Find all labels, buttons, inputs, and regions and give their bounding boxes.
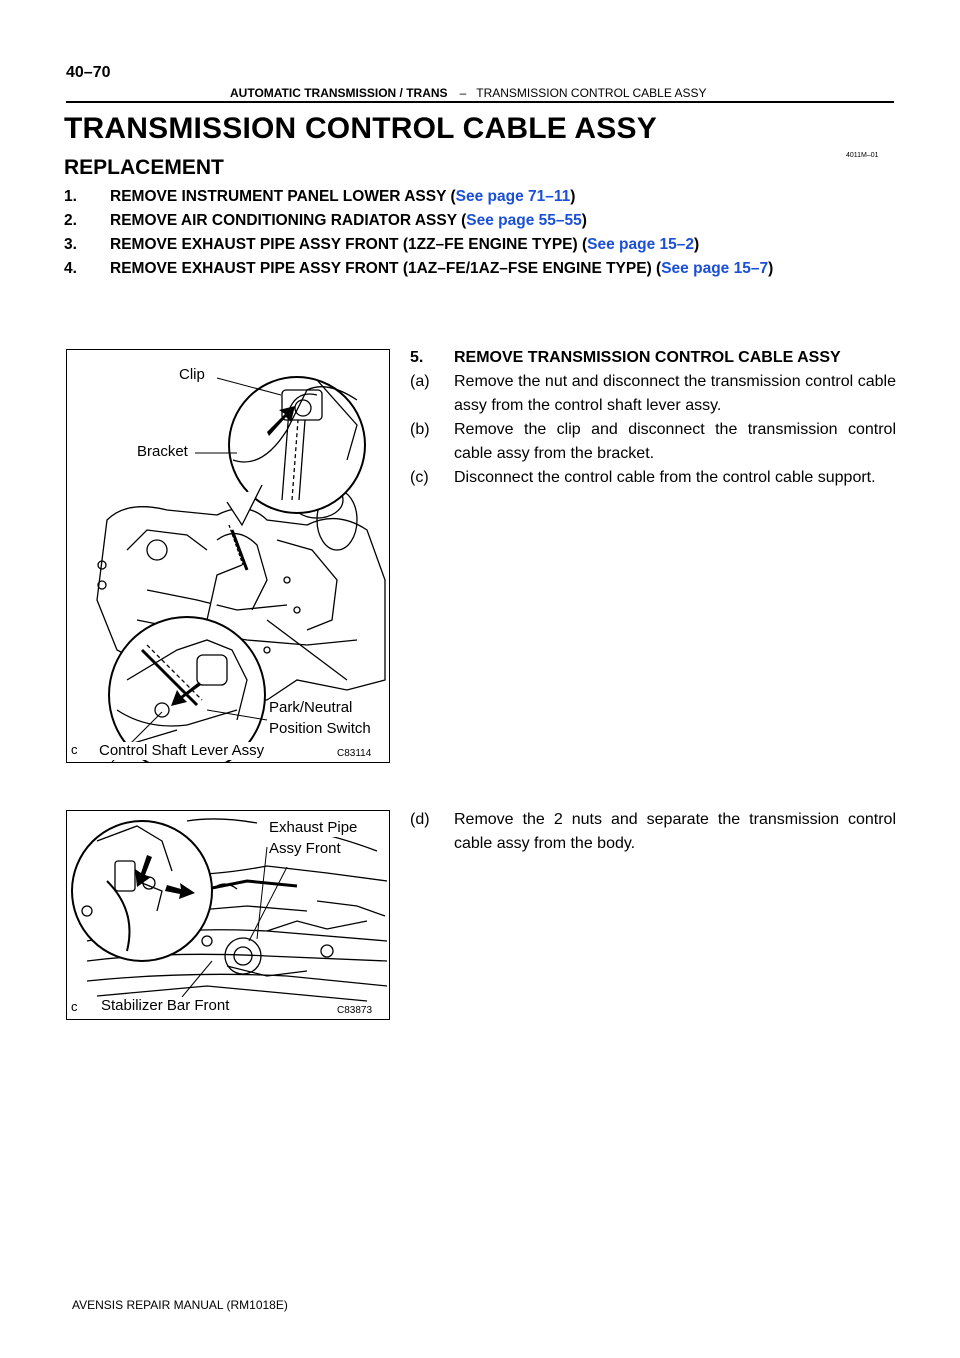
label-park-neutral-line2: Position Switch [269, 720, 371, 737]
step-number: 5. [410, 349, 424, 366]
header-section: AUTOMATIC TRANSMISSION / TRANS [230, 86, 448, 100]
step-number: 3. [64, 236, 77, 253]
see-page-link[interactable]: See page 71–11 [455, 188, 571, 205]
step-close: ) [693, 236, 700, 253]
figure-control-cable [66, 349, 390, 763]
header-separator: – [459, 86, 467, 100]
figure-body-nuts [66, 810, 390, 1020]
header-subsection: TRANSMISSION CONTROL CABLE ASSY [476, 86, 707, 100]
label-exhaust-pipe-line1: Exhaust Pipe [269, 819, 358, 836]
step-close: ) [570, 188, 576, 205]
label-exhaust-pipe-line2: Assy Front [269, 840, 341, 857]
label-bracket: Bracket [137, 443, 188, 460]
section-subtitle: REPLACEMENT [64, 156, 224, 179]
page-footer: AVENSIS REPAIR MANUAL (RM1018E) [72, 1298, 288, 1312]
label-control-shaft-lever: Control Shaft Lever Assy [99, 742, 265, 759]
step-text: REMOVE INSTRUMENT PANEL LOWER ASSY ( [110, 188, 456, 205]
step-text: REMOVE TRANSMISSION CONTROL CABLE ASSY [454, 349, 841, 366]
step-number: 2. [64, 212, 77, 229]
figure-code: C83114 [337, 748, 372, 759]
figure-mark: c [71, 999, 78, 1014]
step-3 [64, 236, 699, 254]
substep-text: Remove the 2 nuts and separate the transmission control cable assy from the body. [454, 811, 896, 852]
header-rule [66, 101, 894, 103]
step-number: 1. [64, 188, 77, 205]
substep-label: (d) [410, 811, 430, 828]
step-close: ) [581, 212, 587, 229]
substep-c [410, 466, 896, 490]
step-number: 4. [64, 260, 77, 277]
label-clip: Clip [179, 366, 205, 383]
see-page-link[interactable]: See page 15–7 [661, 260, 769, 277]
figure-code: C83873 [337, 1005, 373, 1016]
substep-label: (a) [410, 373, 430, 390]
label-stabilizer-bar: Stabilizer Bar Front [101, 997, 230, 1014]
substep-text: Remove the nut and disconnect the transmission control cable assy from the control shaft lever assy. [454, 373, 896, 414]
substep-text: Remove the clip and disconnect the transmission control cable assy from the bracket. [454, 421, 896, 462]
see-page-link[interactable]: See page 15–2 [587, 236, 694, 253]
page-title: TRANSMISSION CONTROL CABLE ASSY [64, 112, 657, 145]
substep-text: Disconnect the control cable from the control cable support. [454, 469, 876, 486]
step-close: ) [768, 260, 774, 277]
substep-label: (c) [410, 469, 429, 486]
substep-label: (b) [410, 421, 430, 438]
step-text: REMOVE AIR CONDITIONING RADIATOR ASSY ( [110, 212, 467, 229]
step-text: REMOVE EXHAUST PIPE ASSY FRONT (1ZZ–FE ENGINE TYPE) ( [110, 236, 588, 253]
step-1 [64, 188, 575, 206]
document-code: 4011M–01 [846, 152, 879, 159]
figure-mark: c [71, 742, 78, 757]
step-text: REMOVE EXHAUST PIPE ASSY FRONT (1AZ–FE/1AZ–FSE ENGINE TYPE) ( [110, 260, 662, 277]
step-5 [410, 346, 896, 370]
step-2 [64, 212, 587, 230]
substep-b [410, 418, 896, 466]
step-4 [64, 260, 773, 278]
label-park-neutral-line1: Park/Neutral [269, 699, 353, 716]
substep-d [410, 808, 896, 856]
page-number: 40–70 [66, 64, 111, 81]
substep-a [410, 370, 896, 418]
see-page-link[interactable]: See page 55–55 [466, 212, 582, 229]
running-header [230, 86, 707, 100]
